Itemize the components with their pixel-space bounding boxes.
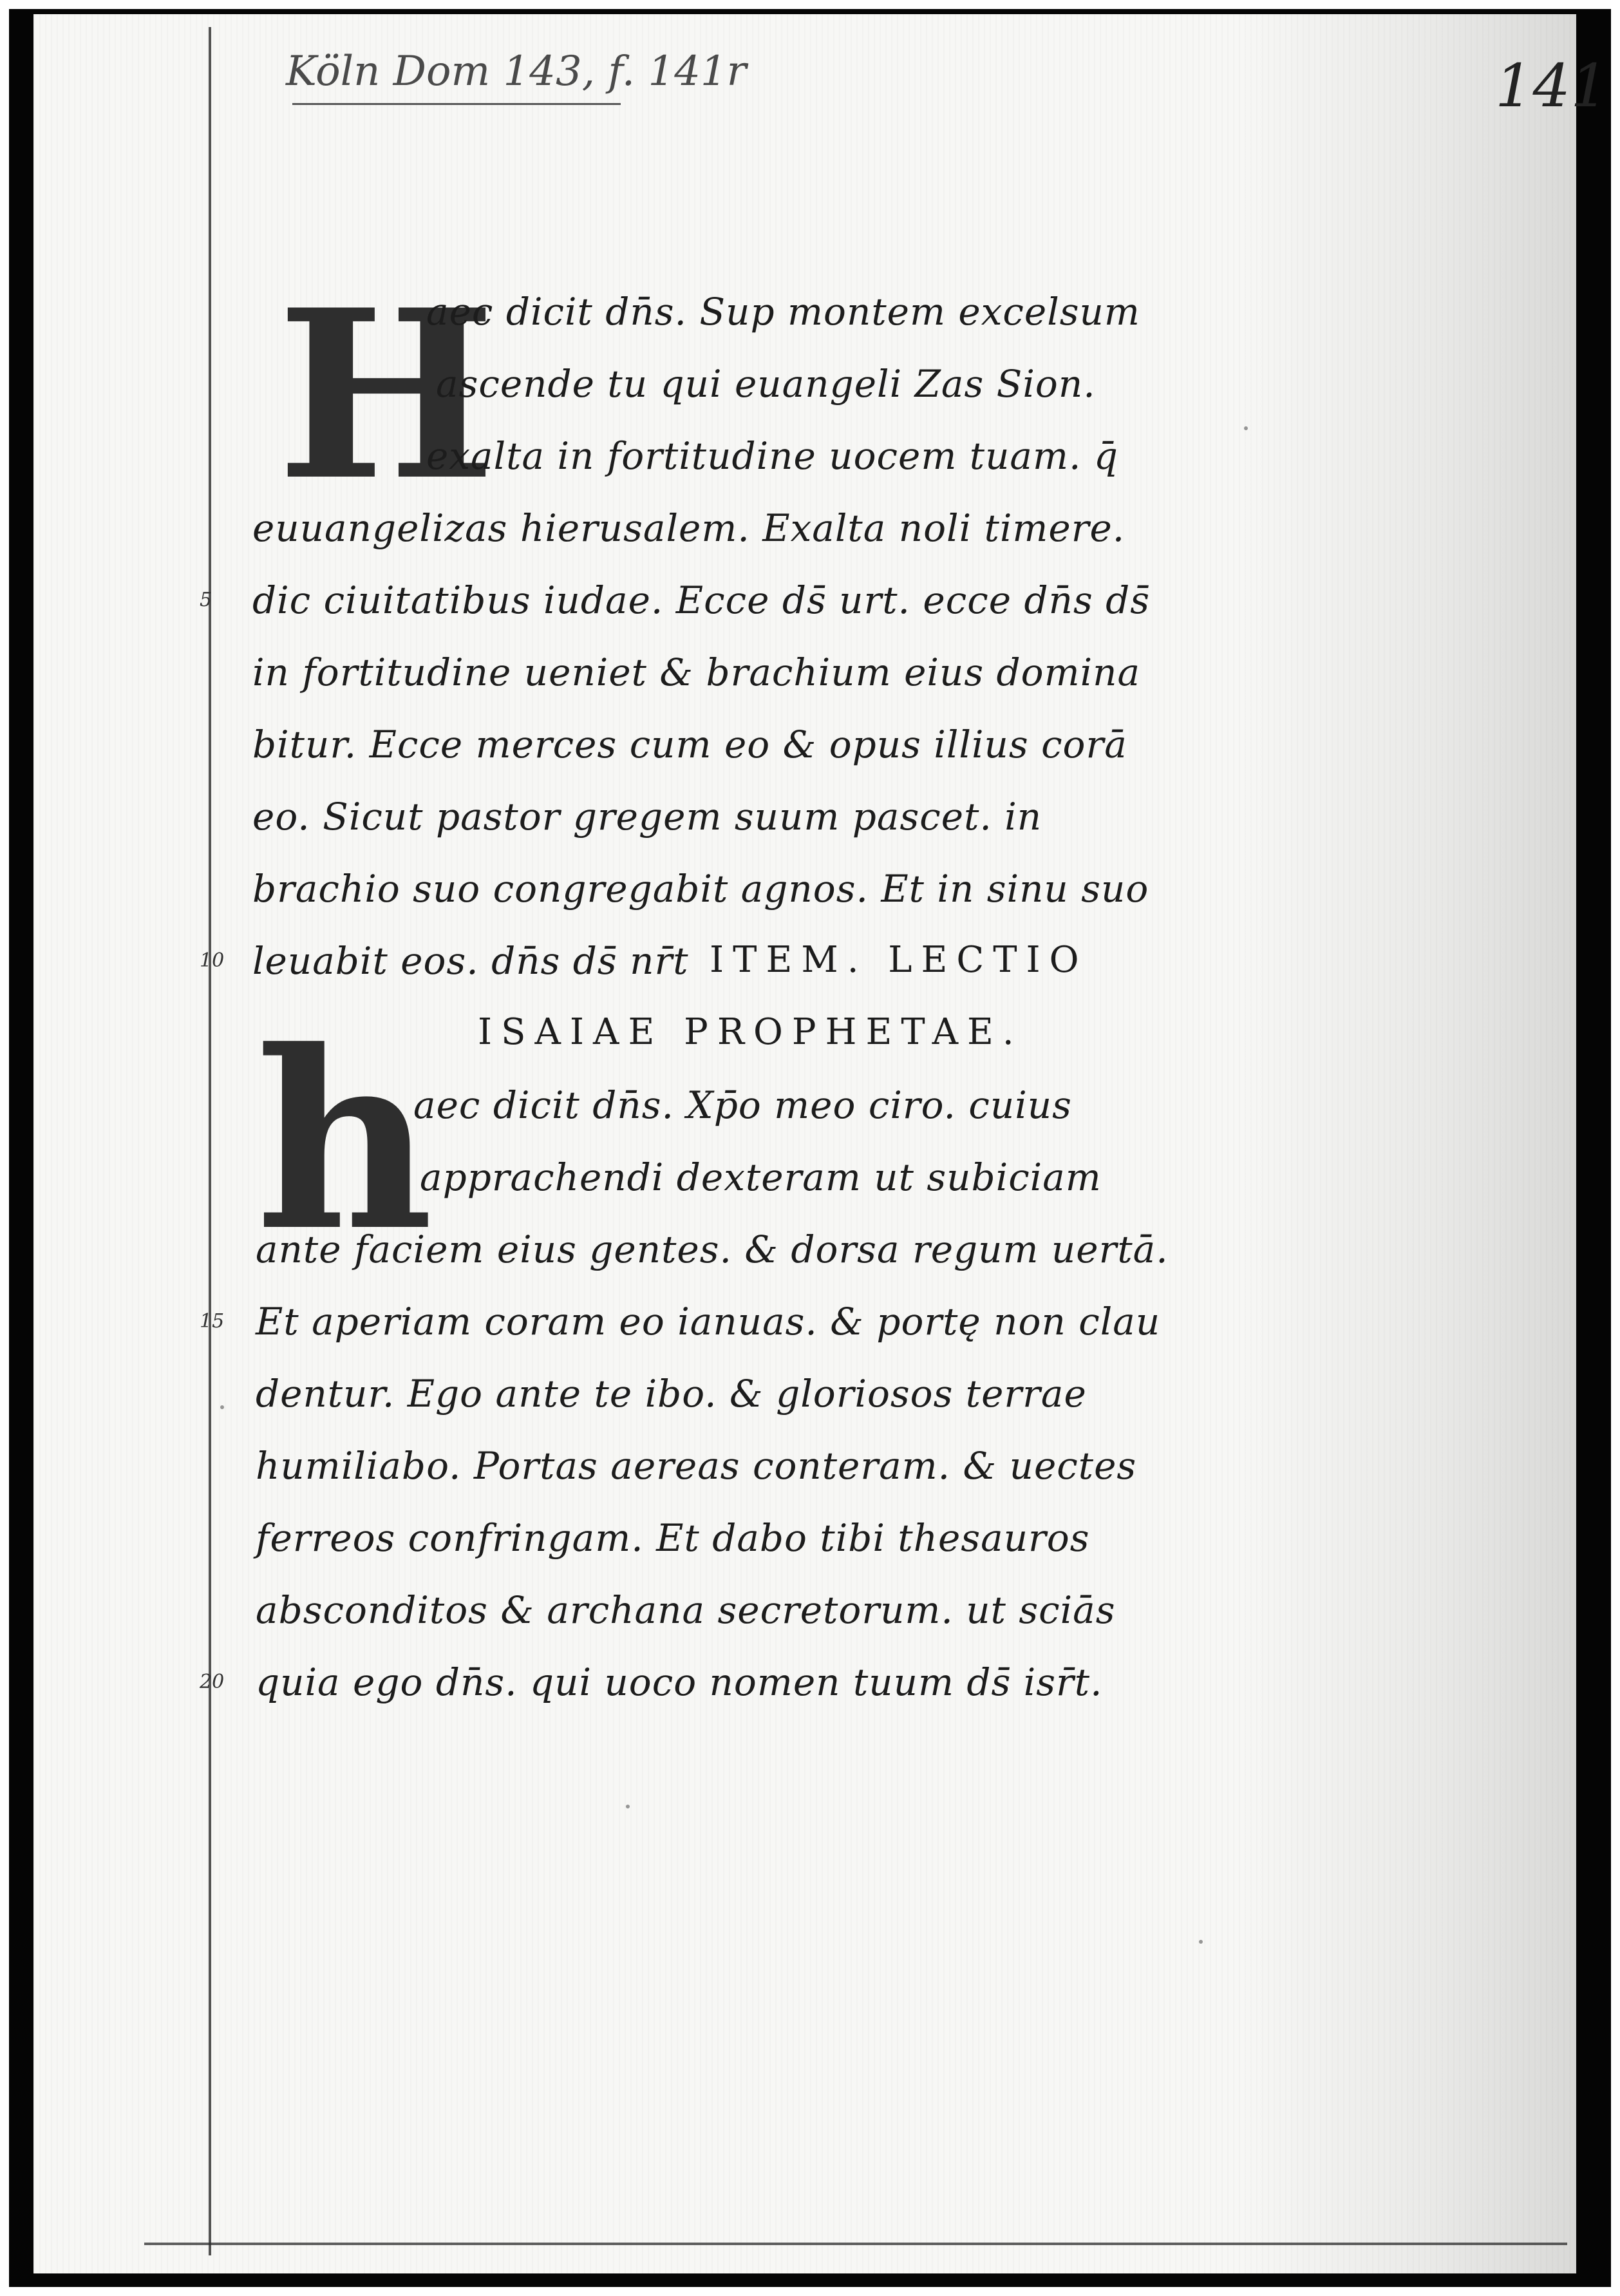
text-line-7: bitur. Ecce merces cum eo & opus illius corā xyxy=(252,723,1127,766)
text-line-4: euuangelizas hierusalem. Exalta noli timere. xyxy=(252,506,1126,550)
text-line-11: aec dicit dn̄s. Xp̄o meo ciro. cuius xyxy=(413,1083,1072,1127)
scan-speck xyxy=(220,1405,224,1409)
scan-speck xyxy=(626,1805,630,1808)
line-number-15: 15 xyxy=(200,1310,225,1333)
text-line-17: ferreos confringam. Et dabo tibi thesauros xyxy=(256,1516,1090,1560)
text-line-13: ante faciem eius gentes. & dorsa regum uertā. xyxy=(256,1228,1169,1271)
text-line-14: Et aperiam coram eo ianuas. & portę non clau xyxy=(256,1300,1161,1343)
shelfmark-annotation: Köln Dom 143, f. 141r xyxy=(286,48,747,95)
page-left-edge xyxy=(209,27,211,2255)
manuscript-page xyxy=(33,14,1608,2273)
text-line-5: dic ciuitatibus iudae. Ecce ds̄ urt. ecce dn̄s ds̄ xyxy=(252,578,1151,622)
decorated-initial-h-lowercase: h xyxy=(256,997,434,1285)
text-line-18: absconditos & archana secretorum. ut sciās xyxy=(256,1588,1116,1632)
page-bottom-edge xyxy=(144,2243,1567,2245)
text-line-2: ascende tu qui euangeli Zas Sion. xyxy=(436,362,1096,406)
scan-speck xyxy=(1199,1940,1203,1944)
line-number-20: 20 xyxy=(200,1671,225,1693)
shelfmark-underline xyxy=(292,103,621,105)
folio-number: 141 xyxy=(1495,52,1608,120)
text-line-10: leuabit eos. dn̄s ds̄ nr̄t xyxy=(252,939,689,983)
text-line-1: aec dicit dn̄s. Sup montem excelsum xyxy=(426,290,1140,334)
text-line-15: dentur. Ego ante te ibo. & gloriosos terrae xyxy=(256,1372,1087,1416)
text-line-16: humiliabo. Portas aereas conteram. & uectes xyxy=(256,1444,1137,1488)
scan-frame xyxy=(9,9,1611,2287)
text-line-6: in fortitudine ueniet & brachium eius domina xyxy=(252,650,1141,694)
rubric-line-1: ITEM. LECTIO xyxy=(710,939,1088,981)
text-line-8: eo. Sicut pastor gregem suum pascet. in xyxy=(252,795,1042,839)
line-number-5: 5 xyxy=(200,589,212,611)
scan-speck xyxy=(1244,426,1248,430)
line-number-10: 10 xyxy=(200,949,225,972)
text-line-12: apprachendi dexteram ut subiciam xyxy=(420,1155,1102,1199)
decorated-initial-h: H xyxy=(277,259,496,531)
text-line-3: exalta in fortitudine uocem tuam. q̄ xyxy=(426,434,1119,478)
rubric-line-2: ISAIAE PROPHETAE. xyxy=(478,1011,1023,1053)
text-line-9: brachio suo congregabit agnos. Et in sinu suo xyxy=(252,867,1149,911)
text-line-19: quia ego dn̄s. qui uoco nomen tuum ds̄ isr̄t. xyxy=(256,1660,1103,1704)
